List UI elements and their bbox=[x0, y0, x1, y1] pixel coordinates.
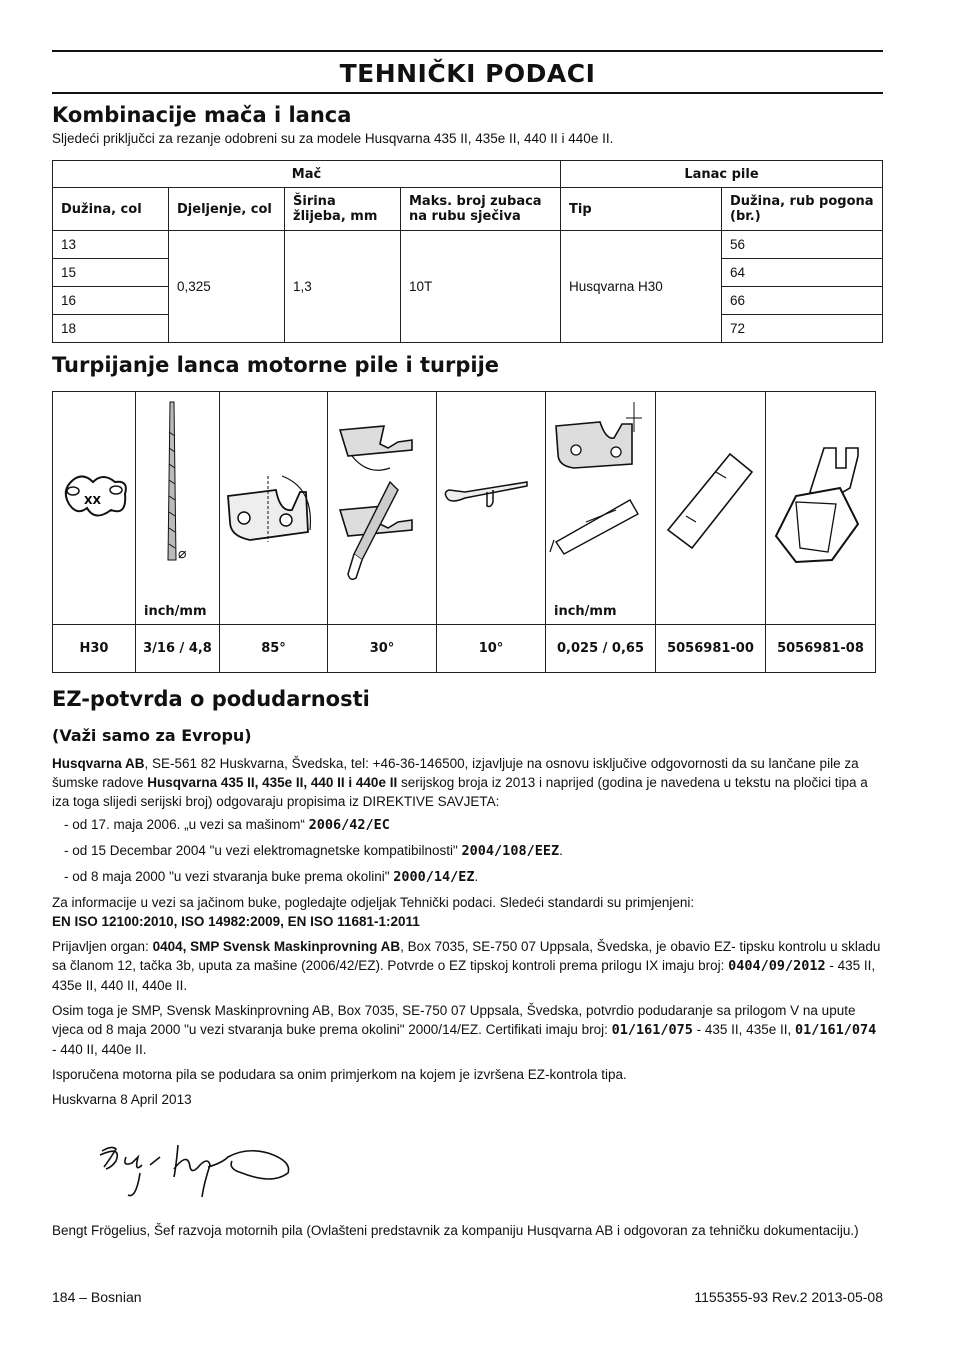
tool-cell-file-holder bbox=[437, 392, 546, 625]
title-rule bbox=[52, 92, 883, 94]
group-header-chain: Lanac pile bbox=[561, 161, 883, 188]
depth-unit-label: inch/mm bbox=[554, 604, 617, 619]
certificate-code: 0404/09/2012 bbox=[728, 958, 826, 974]
cell-pitch: 0,325 bbox=[169, 231, 285, 343]
group-header-bar: Mač bbox=[53, 161, 561, 188]
text-span: - od 15 Decembar 2004 "u vezi elektromagnetske kompatibilnosti" bbox=[64, 843, 462, 858]
value-chain-type: H30 bbox=[53, 625, 136, 673]
text-span: Prijavljen organ: bbox=[52, 939, 153, 954]
section-heading-filing: Turpijanje lanca motorne pile i turpije bbox=[52, 353, 500, 377]
filing-tools-table bbox=[52, 391, 876, 673]
text-span: Za informacije u vezi sa jačinom buke, pogledajte odjeljak Tehnički podaci. Sledeći standardi su primjenjeni: bbox=[52, 895, 695, 910]
gauge-label: XX bbox=[84, 494, 101, 507]
list-item bbox=[64, 815, 883, 835]
declaration-paragraph bbox=[52, 754, 883, 811]
directive-code: 2000/14/EZ bbox=[393, 869, 475, 885]
notified-body-paragraph bbox=[52, 937, 883, 995]
cell-teeth: 10T bbox=[401, 231, 561, 343]
standards-paragraph bbox=[52, 893, 883, 931]
certificate-code: 01/161/075 bbox=[611, 1022, 693, 1038]
table-row bbox=[53, 231, 883, 259]
tool-cell-file-angle bbox=[328, 392, 437, 625]
tool-cell-round-file bbox=[136, 392, 220, 625]
text-span: . bbox=[474, 869, 479, 884]
depth-gauge-tool-icon bbox=[546, 392, 656, 624]
gauge-tool-icon bbox=[656, 392, 766, 624]
text-span: , SE-561 82 Huskvarna, Švedska, tel: +46-36-146500, izjavljuje na osnovu isključive odgovornosti da su lančane pile za šumske radove bbox=[52, 756, 859, 790]
cell-links: 64 bbox=[722, 259, 883, 287]
text-span: . bbox=[559, 843, 563, 858]
declaration-body bbox=[52, 754, 883, 1240]
file-angle-icon bbox=[328, 392, 437, 624]
value-file-angle: 30° bbox=[328, 625, 437, 673]
col-header-length: Dužina, col bbox=[53, 188, 169, 231]
cell-length: 16 bbox=[53, 287, 169, 315]
cutter-top-angle-icon bbox=[220, 392, 328, 624]
col-header-groove: Širina žlijeba, mm bbox=[285, 188, 401, 231]
filing-gauge-icon bbox=[766, 392, 876, 624]
section-heading-declaration: EZ-potvrda o podudarnosti bbox=[52, 687, 370, 711]
cell-links: 56 bbox=[722, 231, 883, 259]
file-unit-label: inch/mm bbox=[144, 604, 207, 619]
col-header-links: Dužina, rub pogona (br.) bbox=[722, 188, 883, 231]
company-name: Husqvarna AB bbox=[52, 756, 145, 771]
tool-cell-filing-gauge bbox=[766, 392, 876, 625]
text-span: - 435 II, 435e II, bbox=[692, 1022, 795, 1037]
section-heading-combinations: Kombinacije mača i lanca bbox=[52, 103, 352, 127]
col-header-teeth: Maks. broj zubaca na rubu sječiva bbox=[401, 188, 561, 231]
cell-type: Husqvarna H30 bbox=[561, 231, 722, 343]
text-span: serijskog broja iz 2013 i naprijed (godina je navedena u tekstu na pločici tipa a iza toga slijedi serijski broj) odgovaraju propisima iz DIREKTIVE SAVJETA: bbox=[52, 775, 868, 809]
cell-length: 15 bbox=[53, 259, 169, 287]
list-item bbox=[64, 867, 883, 887]
text-span: - 435 II, 435e II, 440 II, 440e II. bbox=[52, 958, 876, 993]
value-file-diameter: 3/16 / 4,8 bbox=[136, 625, 220, 673]
list-item bbox=[64, 841, 883, 861]
place-date: Huskvarna 8 April 2013 bbox=[52, 1092, 192, 1107]
file-holder-icon bbox=[437, 392, 546, 624]
cell-length: 13 bbox=[53, 231, 169, 259]
combinations-intro: Sljedeći priključci za rezanje odobreni su za modele Husqvarna 435 II, 435e II, 440 II i 440e II. bbox=[52, 131, 614, 146]
page-footer bbox=[52, 1289, 883, 1305]
conformity-paragraph: Isporučena motorna pila se podudara sa onim primjerkom na kojem je izvršena EZ-kontrola tipa. bbox=[52, 1067, 627, 1082]
text-span: - od 17. maja 2006. „u vezi sa mašinom“ bbox=[64, 817, 309, 832]
cell-links: 72 bbox=[722, 315, 883, 343]
certificate-code: 01/161/074 bbox=[794, 1022, 877, 1038]
diameter-symbol: ⌀ bbox=[178, 545, 187, 561]
text-span: Osim toga je SMP, Svensk Maskinprovning AB, Box 7035, SE-750 07 Uppsala, Švedska, potvrdio podudaranje sa prilogom V na upute vjeca od 8 maja 2000 "u vezi stvaranja buke prema okolini" 2000/14/EZ. Certifikati imaju broj: bbox=[52, 1003, 856, 1037]
declaration-subheading: (Važi samo za Evropu) bbox=[52, 726, 252, 745]
signatory: Bengt Frögelius, Šef razvoja motornih pila (Ovlašteni predstavnik za kompaniju Husqvarna AB i odgovoran za tehničku dokumentaciju.) bbox=[52, 1223, 859, 1238]
document-number: 1155355-93 Rev.2 2013-05-08 bbox=[694, 1289, 883, 1305]
tool-cell-gauge-tool bbox=[656, 392, 766, 625]
col-header-pitch: Djeljenje, col bbox=[169, 188, 285, 231]
notified-body: 0404, SMP Svensk Maskinprovning AB bbox=[152, 939, 401, 954]
directive-list bbox=[52, 815, 883, 887]
standards-list: EN ISO 12100:2010, ISO 14982:2009, EN ISO 11681-1:2011 bbox=[52, 914, 420, 929]
text-span: - od 8 maja 2000 "u vezi stvaranja buke prema okolini" bbox=[64, 869, 394, 884]
value-part-number-filing-gauge: 5056981-08 bbox=[766, 625, 876, 673]
round-file-icon bbox=[136, 392, 220, 624]
tool-cell-top-angle bbox=[220, 392, 328, 625]
value-top-angle: 85° bbox=[220, 625, 328, 673]
bar-chain-table bbox=[52, 160, 883, 343]
cell-length: 18 bbox=[53, 315, 169, 343]
tool-cell-depth-gauge bbox=[546, 392, 656, 625]
text-span: - 440 II, 440e II. bbox=[52, 1042, 147, 1057]
page-number: 184 – Bosnian bbox=[52, 1289, 142, 1305]
directive-code: 2006/42/EC bbox=[308, 817, 390, 833]
value-depth-setting: 0,025 / 0,65 bbox=[546, 625, 656, 673]
col-header-type: Tip bbox=[561, 188, 722, 231]
tool-cell-gauge bbox=[53, 392, 136, 625]
value-part-number-gauge: 5056981-00 bbox=[656, 625, 766, 673]
cell-links: 66 bbox=[722, 287, 883, 315]
cell-groove: 1,3 bbox=[285, 231, 401, 343]
model-list: Husqvarna 435 II, 435e II, 440 II i 440e II bbox=[147, 775, 398, 790]
depth-gauge-icon bbox=[53, 392, 136, 624]
text-span: , Box 7035, SE-750 07 Uppsala, Švedska, je obavio EZ- tipsku kontrolu u skladu sa članom 12, tačka 3b, uputa za mašine (2006/42/EZ). Potvrde o EZ tipskoj kontroli prema prilogu IX imaju broj: bbox=[52, 939, 881, 973]
noise-paragraph bbox=[52, 1001, 883, 1059]
value-holder-angle: 10° bbox=[437, 625, 546, 673]
directive-code: 2004/108/EEZ bbox=[461, 843, 560, 859]
signature-image bbox=[92, 1117, 332, 1207]
page-title: TEHNIČKI PODACI bbox=[339, 59, 596, 88]
